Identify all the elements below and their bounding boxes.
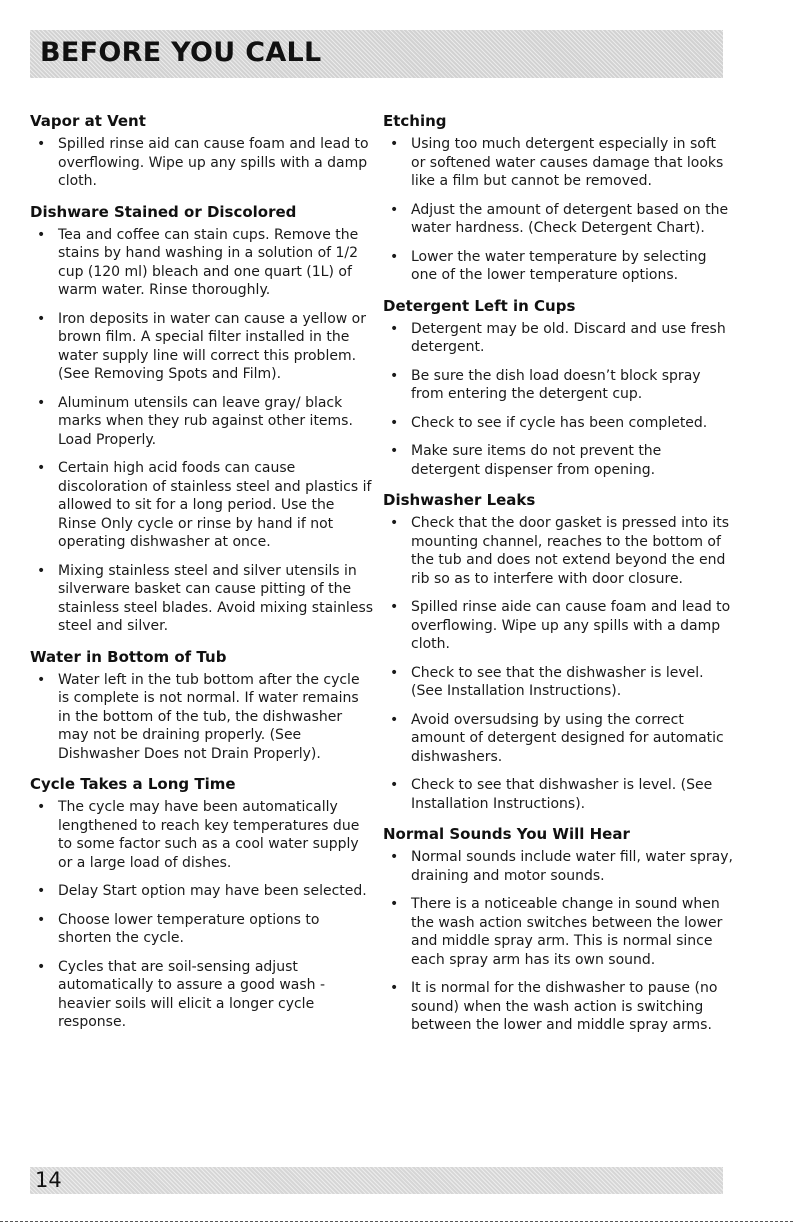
bullet-icon: • [37,911,46,928]
bullet-list [383,320,733,480]
bullet-icon: • [390,849,399,865]
bullet-icon: • [390,248,399,265]
list-item-text: Delay Start option may have been selected. [58,883,367,899]
bullet-icon: • [390,599,399,615]
list-item-text: It is normal for the dishwasher to pause (no sound) when the wash action is switching between the lower and middle spray arms. [411,980,718,1033]
bullet-icon: • [37,310,46,327]
bullet-list [383,848,733,1035]
list-item-text: Aluminum utensils can leave gray/ black marks when they rub against other items. Load Properly. [58,394,353,448]
list-item-text: Lower the water temperature by selecting one of the lower temperature options. [411,248,707,283]
list-item-text: Detergent may be old. Discard and use fresh detergent. [411,320,726,355]
section-heading: Normal Sounds You Will Hear [383,825,630,843]
list-item [30,911,375,948]
list-item [383,514,733,588]
section-vapor-at-vent [30,110,375,191]
bullet-icon: • [390,896,399,912]
bullet-icon: • [390,711,399,728]
list-item [30,226,375,300]
page-edge-divider [0,1221,793,1222]
list-item-text: Cycles that are soil-sensing adjust automatically to assure a good wash - heavier soils will elicit a longer cycle response. [58,958,326,1030]
page-number: 14 [35,1168,62,1192]
list-item-text: Check to see if cycle has been completed. [411,414,708,431]
list-item [383,598,733,654]
list-item [30,135,375,191]
bullet-icon: • [390,201,399,218]
list-item [383,414,733,433]
list-item-text: Iron deposits in water can cause a yellow or brown film. A special filter installed in the water supply line will correct this problem. (See Removing Spots and Film). [58,310,366,382]
bullet-icon: • [37,883,46,899]
list-item-text: Check to see that dishwasher is level. (See Installation Instructions). [411,777,713,812]
list-item-text: Certain high acid foods can cause discoloration of stainless steel and plastics if allowed to sit for a long period. Use the Rinse Only cycle or rinse by hand if not operating dishwasher at once. [58,460,372,550]
section-heading: Vapor at Vent [30,112,146,130]
bullet-icon: • [390,515,399,531]
list-item-text: Choose lower temperature options to shorten the cycle. [58,911,320,946]
bullet-icon: • [390,980,399,996]
right-column [383,110,733,1045]
list-item-text: Spilled rinse aide can cause foam and lead to overflowing. Wipe up any spills with a damp cloth. [411,599,731,652]
list-item [383,320,733,357]
list-item-text: Water left in the tub bottom after the cycle is complete is not normal. If water remains in the bottom of the tub, the dishwasher may not be draining properly. (See Dishwasher Does not Drain Properly). [58,671,360,762]
section-dishwasher-leaks [383,489,733,813]
section-water-in-bottom-of-tub [30,646,375,764]
header-banner [30,30,723,78]
list-item [30,882,375,901]
bullet-icon: • [37,136,46,152]
bullet-icon: • [390,136,399,152]
list-item-text: Adjust the amount of detergent based on the water hardness. (Check Detergent Chart). [411,201,729,236]
bullet-icon: • [390,664,399,681]
section-normal-sounds-you-will-hear [383,823,733,1035]
list-item [383,664,733,701]
list-item-text: Be sure the dish load doesn’t block spray from entering the detergent cup. [411,367,701,402]
bullet-icon: • [390,443,399,459]
section-heading: Dishware Stained or Discolored [30,202,297,221]
list-item-text: Spilled rinse aid can cause foam and lead to overflowing. Wipe up any spills with a damp cloth. [58,136,369,189]
bullet-icon: • [37,671,46,688]
bullet-list [30,135,375,191]
list-item-text: Avoid oversudsing by using the correct amount of detergent designed for automatic dishwashers. [411,711,724,765]
list-item-text: Using too much detergent especially in soft or softened water causes damage that looks like a film but cannot be removed. [411,136,724,189]
list-item [383,979,733,1035]
section-dishware-stained-or-discolored [30,201,375,636]
section-detergent-left-in-cups [383,295,733,480]
bullet-list [383,514,733,813]
section-heading: Cycle Takes a Long Time [30,775,236,793]
bullet-icon: • [37,226,46,243]
list-item [30,562,375,636]
list-item [383,201,733,238]
list-item-text: Mixing stainless steel and silver utensils in silverware basket can cause pitting of the stainless steel blades. Avoid mixing stainless steel and silver. [58,562,374,634]
section-heading: Water in Bottom of Tub [30,647,227,666]
list-item [383,895,733,969]
bullet-icon: • [37,460,46,476]
list-item [383,248,733,285]
page-title: BEFORE YOU CALL [40,37,322,68]
list-item-text: There is a noticeable change in sound when the wash action switches between the lower and middle spray arm. This is normal since each spray arm has its own sound. [411,896,723,968]
list-item-text: Normal sounds include water fill, water spray, draining and motor sounds. [411,849,733,884]
list-item [30,671,375,764]
list-item [30,310,375,384]
list-item [30,798,375,872]
bullet-icon: • [390,320,399,337]
bullet-icon: • [37,394,46,411]
bullet-icon: • [37,799,46,815]
footer-bar [30,1167,723,1194]
section-heading: Detergent Left in Cups [383,296,576,315]
bullet-list [30,671,375,764]
list-item [383,776,733,813]
list-item [383,442,733,479]
section-etching [383,110,733,285]
bullet-list [383,135,733,285]
list-item [30,394,375,450]
list-item [383,848,733,885]
list-item [383,135,733,191]
bullet-list [30,226,375,636]
bullet-list [30,798,375,1032]
list-item-text: Make sure items do not prevent the detergent dispenser from opening. [411,443,662,478]
section-heading: Dishwasher Leaks [383,491,536,509]
bullet-icon: • [390,777,399,793]
bullet-icon: • [37,958,46,975]
section-cycle-takes-a-long-time [30,773,375,1032]
list-item-text: Check that the door gasket is pressed into its mounting channel, reaches to the bottom of the tub and does not extend beyond the end rib so as to interfere with door closure. [411,515,730,587]
list-item [383,367,733,404]
list-item-text: Tea and coffee can stain cups. Remove the stains by hand washing in a solution of 1/2 cup (120 ml) bleach and one quart (1L) of warm water. Rinse thoroughly. [58,226,359,298]
bullet-icon: • [390,367,399,384]
bullet-icon: • [37,562,46,579]
list-item [383,711,733,767]
list-item-text: Check to see that the dishwasher is level. (See Installation Instructions). [411,664,704,699]
bullet-icon: • [390,414,399,431]
list-item [30,958,375,1032]
section-heading: Etching [383,112,447,130]
list-item-text: The cycle may have been automatically lengthened to reach key temperatures due to some factor such as a cool water supply or a large load of dishes. [58,799,360,871]
list-item [30,459,375,552]
left-column [30,110,375,1042]
